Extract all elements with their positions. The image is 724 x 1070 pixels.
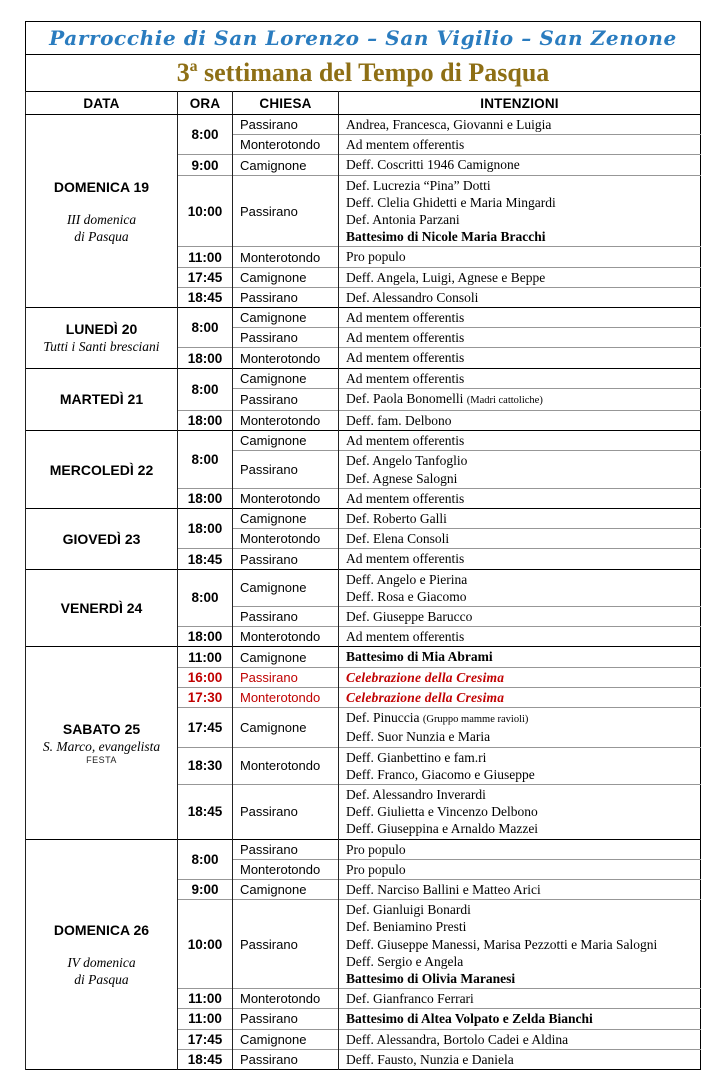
time-cell: 17:30	[178, 687, 233, 707]
intention-text: Battesimo di Nicole Maria Bracchi	[346, 229, 546, 245]
time-cell: 17:45	[178, 708, 233, 747]
intention-line	[346, 116, 697, 133]
time-cell: 18:00	[178, 348, 233, 368]
intention-text: Andrea, Francesca, Giovanni e Luigia	[346, 117, 552, 132]
intentions-cell	[339, 747, 701, 784]
church-cell: Camignone	[233, 647, 339, 667]
time-cell: 10:00	[178, 900, 233, 989]
bulletin-page	[25, 21, 701, 1070]
week-header	[25, 54, 701, 91]
church-cell: Passirano	[233, 388, 339, 410]
intentions-cell	[339, 879, 701, 899]
time-cell: 11:00	[178, 247, 233, 267]
intention-line	[346, 1010, 697, 1027]
day-name: VENERDÌ 24	[60, 600, 143, 617]
intention-text: Pro populo	[346, 861, 406, 877]
intention-line	[346, 881, 697, 898]
intention-line	[346, 136, 697, 153]
church-cell: Passirano	[233, 839, 339, 859]
intention-line	[346, 269, 697, 286]
intentions-cell	[339, 549, 701, 569]
intentions-cell	[339, 488, 701, 508]
date-cell	[26, 431, 178, 509]
column-header-intenzioni: INTENZIONI	[339, 92, 701, 115]
intentions-cell	[339, 708, 701, 747]
intention-text: Deff. Franco, Giacomo e Giuseppe	[346, 766, 535, 782]
intention-line	[346, 749, 697, 766]
day-name: GIOVEDÌ 23	[62, 530, 141, 547]
intention-text: Def. Alessandro Consoli	[346, 289, 479, 305]
intention-text: Def. Lucrezia “Pina” Dotti	[346, 177, 491, 193]
day-name: DOMENICA 19	[53, 178, 150, 195]
intentions-cell	[339, 348, 701, 368]
schedule-row	[26, 308, 701, 328]
time-cell: 17:45	[178, 267, 233, 287]
parishes-header	[25, 21, 701, 54]
intention-line	[346, 648, 697, 665]
time-cell: 11:00	[178, 647, 233, 667]
parishes-title: Parrocchie di San Lorenzo – San Vigilio – San Zenone	[49, 26, 677, 50]
intention-text: Deff. Clelia Ghidetti e Maria Mingardi	[346, 194, 556, 210]
day-name: MARTEDÌ 21	[59, 391, 144, 408]
schedule-row	[26, 647, 701, 667]
church-cell: Passirano	[233, 451, 339, 488]
column-header-data: DATA	[26, 92, 178, 115]
time-cell: 18:45	[178, 549, 233, 569]
time-cell: 9:00	[178, 879, 233, 899]
intention-line	[346, 194, 697, 211]
intention-text: Deff. Angela, Luigi, Agnese e Beppe	[346, 269, 546, 285]
intention-line	[346, 588, 697, 605]
intentions-cell	[339, 155, 701, 175]
time-cell: 8:00	[178, 308, 233, 348]
intention-text: Deff. Angelo e Pierina	[346, 571, 468, 587]
intentions-cell	[339, 509, 701, 529]
intentions-cell	[339, 569, 701, 606]
intentions-cell	[339, 900, 701, 989]
intention-line	[346, 390, 697, 409]
time-cell: 18:30	[178, 747, 233, 784]
time-cell: 11:00	[178, 989, 233, 1009]
day-gap	[30, 939, 173, 954]
intention-line	[346, 841, 697, 858]
intention-text: Def. Paola Bonomelli	[346, 390, 467, 406]
church-cell: Monterotondo	[233, 627, 339, 647]
intention-text: Ad mentem offerentis	[346, 310, 465, 326]
church-cell: Passirano	[233, 900, 339, 989]
time-cell: 16:00	[178, 667, 233, 687]
intentions-cell	[339, 667, 701, 687]
intention-text: Ad mentem offerentis	[346, 350, 465, 366]
intention-text: Def. Pinuccia	[346, 710, 423, 726]
intention-line	[346, 248, 697, 265]
intentions-cell	[339, 784, 701, 839]
intention-text: Pro populo	[346, 841, 406, 857]
intentions-cell	[339, 647, 701, 667]
intention-line	[346, 349, 697, 366]
time-cell: 18:45	[178, 287, 233, 307]
date-cell	[26, 569, 178, 647]
intention-text: Def. Angelo Tanfoglio	[346, 453, 468, 469]
intention-line	[346, 412, 697, 429]
church-cell: Camignone	[233, 308, 339, 328]
time-cell: 9:00	[178, 155, 233, 175]
time-cell: 8:00	[178, 368, 233, 410]
date-cell	[26, 647, 178, 839]
intentions-cell	[339, 1049, 701, 1069]
intention-text: Def. Antonia Parzani	[346, 212, 460, 228]
intention-line	[346, 177, 697, 194]
intentions-cell	[339, 135, 701, 155]
date-cell	[26, 368, 178, 431]
church-cell: Passirano	[233, 784, 339, 839]
intention-text: Deff. Fausto, Nunzia e Daniela	[346, 1051, 514, 1067]
intention-text: Deff. Giulietta e Vincenzo Delbono	[346, 804, 538, 820]
intention-line	[346, 728, 697, 745]
date-cell	[26, 839, 178, 1069]
intention-line	[346, 1051, 697, 1068]
intention-text: Deff. Giuseppe Manessi, Marisa Pezzotti e Maria Salogni	[346, 936, 658, 952]
intention-text: Deff. fam. Delbono	[346, 413, 452, 429]
intention-line	[346, 608, 697, 625]
church-cell: Camignone	[233, 1029, 339, 1049]
schedule-body	[26, 115, 701, 1070]
day-name: MERCOLEDÌ 22	[49, 461, 154, 478]
intention-line	[346, 1031, 697, 1048]
church-cell: Camignone	[233, 267, 339, 287]
church-cell: Camignone	[233, 431, 339, 451]
intention-text: Battesimo di Altea Volpato e Zelda Bianchi	[346, 1011, 593, 1027]
church-cell: Passirano	[233, 1009, 339, 1029]
intention-text: Def. Roberto Galli	[346, 511, 447, 527]
intention-line	[346, 766, 697, 783]
date-cell	[26, 509, 178, 570]
day-subtitle: III domenica	[66, 211, 137, 227]
intention-line	[346, 803, 697, 820]
intention-text: Def. Agnese Salogni	[346, 470, 458, 486]
intention-line	[346, 709, 697, 728]
intention-text: Def. Giuseppe Barucco	[346, 609, 473, 625]
intention-line	[346, 309, 697, 326]
intention-line	[346, 530, 697, 547]
date-cell	[26, 308, 178, 369]
intentions-cell	[339, 839, 701, 859]
intention-text: Def. Gianfranco Ferrari	[346, 991, 474, 1007]
schedule-row	[26, 115, 701, 135]
intention-text: Battesimo di Mia Abrami	[346, 649, 493, 665]
day-subtitle: di Pasqua	[74, 228, 129, 244]
church-cell: Passirano	[233, 287, 339, 307]
church-cell: Camignone	[233, 368, 339, 388]
intention-line	[346, 901, 697, 918]
church-cell: Monterotondo	[233, 135, 339, 155]
intention-line	[346, 228, 697, 245]
intentions-cell	[339, 247, 701, 267]
church-cell: Camignone	[233, 708, 339, 747]
church-cell: Camignone	[233, 155, 339, 175]
intention-text: Ad mentem offerentis	[346, 370, 465, 386]
day-subtitle: di Pasqua	[74, 971, 129, 987]
intentions-cell	[339, 308, 701, 328]
date-cell	[26, 115, 178, 308]
intention-line	[346, 490, 697, 507]
day-subtitle: S. Marco, evangelista	[42, 739, 161, 754]
intention-text: Def. Elena Consoli	[346, 531, 450, 547]
church-cell: Monterotondo	[233, 247, 339, 267]
intentions-cell	[339, 529, 701, 549]
day-subtitle: IV domenica	[67, 954, 136, 970]
schedule-row	[26, 839, 701, 859]
intention-line	[346, 669, 697, 686]
time-cell: 18:45	[178, 1049, 233, 1069]
schedule-row	[26, 368, 701, 388]
day-name: DOMENICA 26	[53, 921, 150, 938]
intention-line	[346, 918, 697, 935]
intention-note: (Madri cattoliche)	[466, 394, 543, 406]
time-cell: 18:00	[178, 627, 233, 647]
church-cell: Monterotondo	[233, 687, 339, 707]
intention-line	[346, 432, 697, 449]
church-cell: Monterotondo	[233, 529, 339, 549]
church-cell: Monterotondo	[233, 747, 339, 784]
intentions-cell	[339, 989, 701, 1009]
intentions-cell	[339, 411, 701, 431]
intention-text: Deff. Alessandra, Bortolo Cadei e Aldina	[346, 1031, 569, 1047]
time-cell: 18:00	[178, 488, 233, 508]
intentions-cell	[339, 328, 701, 348]
time-cell: 18:00	[178, 411, 233, 431]
intention-line	[346, 936, 697, 953]
mass-schedule-table	[25, 91, 701, 1070]
intention-line	[346, 510, 697, 527]
day-subtitle: Tutti i Santi bresciani	[43, 339, 160, 355]
church-cell: Monterotondo	[233, 488, 339, 508]
time-cell: 8:00	[178, 431, 233, 489]
schedule-row	[26, 509, 701, 529]
column-header-chiesa: CHIESA	[233, 92, 339, 115]
intention-text: Ad mentem offerentis	[346, 629, 465, 645]
intentions-cell	[339, 388, 701, 410]
intention-text: Battesimo di Olivia Maranesi	[346, 970, 516, 986]
intention-text: Deff. Narciso Ballini e Matteo Arici	[346, 881, 541, 897]
intention-text: Ad mentem offerentis	[346, 137, 465, 153]
intention-text: Celebrazione della Cresima	[346, 669, 505, 685]
intentions-cell	[339, 451, 701, 488]
intention-line	[346, 990, 697, 1007]
intention-line	[346, 953, 697, 970]
schedule-row	[26, 569, 701, 606]
time-cell: 17:45	[178, 1029, 233, 1049]
intention-line	[346, 370, 697, 387]
intention-line	[346, 786, 697, 803]
column-header-ora: ORA	[178, 92, 233, 115]
intentions-cell	[339, 431, 701, 451]
intention-note: (Gruppo mamme ravioli)	[422, 714, 529, 726]
intention-text: Deff. Sergio e Angela	[346, 953, 464, 969]
intentions-cell	[339, 1029, 701, 1049]
intention-text: Ad mentem offerentis	[346, 551, 465, 567]
church-cell: Monterotondo	[233, 989, 339, 1009]
day-name: LUNEDÌ 20	[65, 321, 138, 338]
intention-line	[346, 289, 697, 306]
intentions-cell	[339, 607, 701, 627]
intention-line	[346, 970, 697, 987]
intention-text: Ad mentem offerentis	[346, 433, 465, 449]
intentions-cell	[339, 1009, 701, 1029]
day-gap	[30, 196, 173, 211]
intention-line	[346, 452, 697, 469]
intention-line	[346, 628, 697, 645]
intention-text: Deff. Giuseppina e Arnaldo Mazzei	[346, 821, 539, 837]
intention-text: Deff. Coscritti 1946 Camignone	[346, 157, 520, 173]
intention-text: Ad mentem offerentis	[346, 490, 465, 506]
intentions-cell	[339, 175, 701, 247]
church-cell: Passirano	[233, 175, 339, 247]
church-cell: Passirano	[233, 667, 339, 687]
church-cell: Monterotondo	[233, 411, 339, 431]
intention-text: Def. Gianluigi Bonardi	[346, 902, 471, 918]
intention-text: Def. Alessandro Inverardi	[346, 786, 486, 802]
intention-text: Ad mentem offerentis	[346, 330, 465, 346]
schedule-row	[26, 431, 701, 451]
church-cell: Passirano	[233, 607, 339, 627]
intentions-cell	[339, 859, 701, 879]
intention-line	[346, 820, 697, 837]
intention-text: Def. Beniamino Presti	[346, 919, 467, 935]
intention-line	[346, 571, 697, 588]
intention-text: Celebrazione della Cresima	[346, 689, 505, 705]
time-cell: 18:45	[178, 784, 233, 839]
time-cell: 8:00	[178, 569, 233, 627]
intentions-cell	[339, 267, 701, 287]
intention-line	[346, 470, 697, 487]
intentions-cell	[339, 287, 701, 307]
time-cell: 18:00	[178, 509, 233, 549]
intentions-cell	[339, 687, 701, 707]
church-cell: Passirano	[233, 549, 339, 569]
church-cell: Passirano	[233, 328, 339, 348]
church-cell: Monterotondo	[233, 859, 339, 879]
intention-text: Pro populo	[346, 249, 406, 265]
intention-text: Deff. Suor Nunzia e Maria	[346, 729, 491, 745]
intentions-cell	[339, 627, 701, 647]
intention-line	[346, 689, 697, 706]
day-name: SABATO 25	[62, 721, 141, 737]
intentions-cell	[339, 115, 701, 135]
time-cell: 8:00	[178, 115, 233, 155]
church-cell: Passirano	[233, 1049, 339, 1069]
day-festa-label: FESTA	[86, 755, 117, 765]
intentions-cell	[339, 368, 701, 388]
intention-line	[346, 861, 697, 878]
week-title: 3ª settimana del Tempo di Pasqua	[176, 58, 550, 87]
intention-line	[346, 211, 697, 228]
church-cell: Camignone	[233, 879, 339, 899]
intention-line	[346, 550, 697, 567]
church-cell: Passirano	[233, 115, 339, 135]
time-cell: 10:00	[178, 175, 233, 247]
time-cell: 8:00	[178, 839, 233, 879]
church-cell: Monterotondo	[233, 348, 339, 368]
intention-line	[346, 329, 697, 346]
intention-text: Deff. Rosa e Giacomo	[346, 588, 467, 604]
table-header	[26, 92, 701, 115]
church-cell: Camignone	[233, 509, 339, 529]
intention-text: Deff. Gianbettino e fam.ri	[346, 749, 487, 765]
church-cell: Camignone	[233, 569, 339, 606]
intention-line	[346, 156, 697, 173]
time-cell: 11:00	[178, 1009, 233, 1029]
